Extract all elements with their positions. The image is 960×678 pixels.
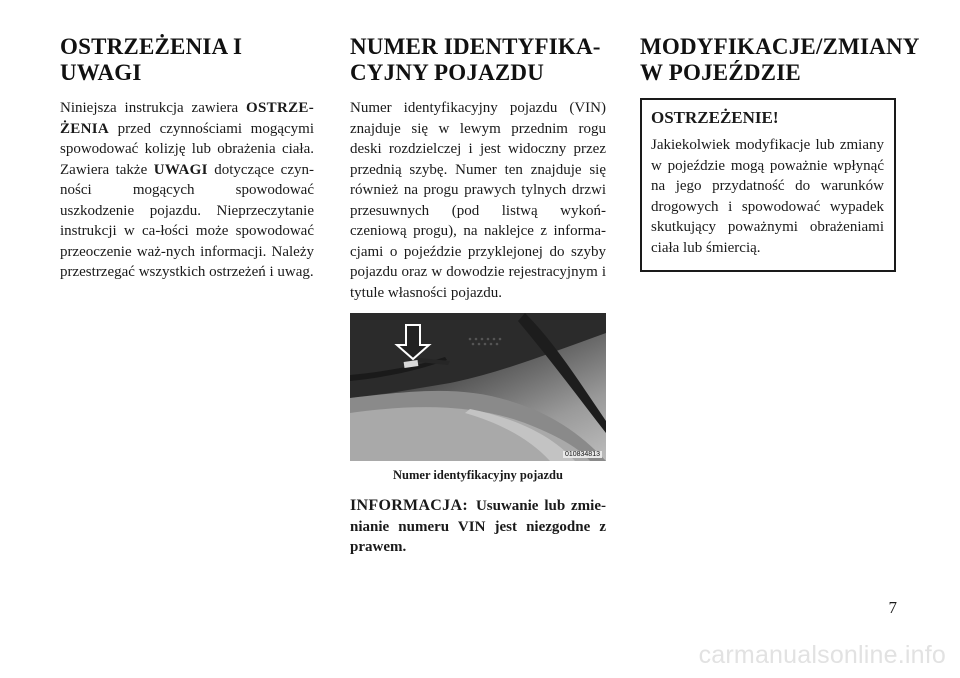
note-label: INFORMACJA: bbox=[350, 497, 468, 514]
page-number: 7 bbox=[888, 598, 897, 617]
section-paragraph: Numer identyfikacyjny pojazdu (VIN) znajduje się w lewym przednim rogu deski rozdzielczej i jest widoczny przez przednią szybę. Numer ten znajduje się również na progu prawych tylnych drzwi przesuwnych (pod listwą wykoń-czeniową progu), na naklejce z informa-cjami o pojeździe przyklejonej do szyby pojazdu oraz w dowodzie rejestracyjnym i tytule własności pojazdu. bbox=[350, 100, 606, 301]
section-heading bbox=[640, 34, 920, 86]
warning-text: Jakiekolwiek modyfikacje lub zmiany w pojeździe mogą poważnie wpłynąć na jego przydatność do warunków drogowych i spowodować wypadek skutkujący poważnymi obrażeniami ciała lub śmiercią. bbox=[651, 137, 884, 256]
vin-location-photo bbox=[350, 313, 606, 461]
section-warnings bbox=[60, 34, 314, 283]
section-paragraph bbox=[60, 98, 314, 283]
bold-term-cautions: UWAGI bbox=[153, 161, 208, 178]
section-vin bbox=[350, 34, 606, 558]
watermark: carmanualsonline.info bbox=[698, 641, 946, 669]
section-modifications bbox=[640, 34, 920, 272]
text-run: dotyczące czyn-ności mogących spowodować uszkodzenie pojazdu. Nieprzeczytanie instrukcji w ca-łości może spowodować przeoczenie waż-nych informacji. Należy przestrzegać wszystkich ostrzeżeń i uwag. bbox=[60, 161, 314, 280]
warning-box bbox=[640, 98, 896, 272]
section-heading bbox=[60, 34, 314, 86]
info-note bbox=[350, 496, 606, 558]
vin-photo-illustration bbox=[350, 313, 606, 461]
photo-caption: Numer identyfikacyjny pojazdu bbox=[393, 468, 563, 482]
heading-line: UWAGI bbox=[60, 60, 142, 85]
heading-line: CYJNY POJAZDU bbox=[350, 60, 545, 85]
text-run: przed czynnościami mogącymi spowodować kolizję lub obrażenia ciała. Zawiera także bbox=[60, 120, 314, 178]
heading-line: MODYFIKACJE/ZMIANY bbox=[640, 34, 920, 59]
photo-reference-code: 010834813 bbox=[564, 451, 600, 458]
text-run: Niniejsza instrukcja zawiera bbox=[60, 100, 247, 116]
warning-title: OSTRZEŻENIE! bbox=[651, 108, 779, 127]
bold-term-warnings: OSTRZE-ŻENIA bbox=[60, 100, 314, 137]
heading-line: OSTRZEŻENIA I bbox=[60, 34, 243, 59]
heading-line: W POJEŹDZIE bbox=[640, 60, 801, 85]
heading-line: NUMER IDENTYFIKA- bbox=[350, 34, 601, 59]
section-heading bbox=[350, 34, 606, 86]
note-text: Usuwanie lub zmie-nianie numeru VIN jest niezgodne z prawem. bbox=[350, 498, 606, 555]
